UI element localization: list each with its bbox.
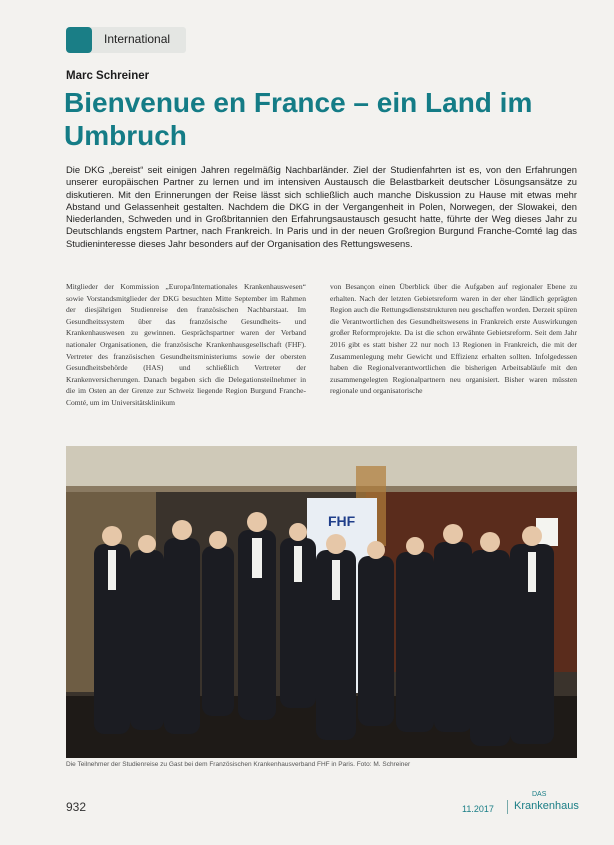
section-label: International (104, 32, 171, 46)
footer-divider (507, 800, 508, 814)
body-text-left: Mitglieder der Kommission „Europa/Internationales Krankenhauswesen“ sowie Vorstandsmitglieder der DKG besuchten Mitte September im Rahmen der diesjährigen Studienreise den französischen Nachbarstaat. Im Gesundheitssystem über das französische Gesundheits- und Krankenhauswesen zu gewinnen. Gesprächspartner waren der Verband nationaler Organisationen, die französische Krankenhausgesellschaft (FHF). Vertreter des französischen Gesundheitsministeriums sowie der obersten Gesundheitsbehörde (HAS) und schließlich Vertreter der Krankenversicherungen. Danach begaben sich die Delegationsteilnehmer in die im Osten an der Grenze zur Schweiz liegende Region Burgund Franche-Comté, um im Universitätsklinikum (66, 282, 306, 407)
issue-number: 11.2017 (462, 804, 494, 814)
logo-main-text: Krankenhaus (514, 800, 579, 812)
body-column-right (330, 281, 577, 433)
body-text-right: von Besançon einen Überblick über die Aufgaben auf regionaler Ebene zu erhalten. Nach der letzten Gebietsreform waren in der eher ländlich geprägten Region auch die Rettungsdienststrukturen neu geschaffen worden. Derzeit spüren die Verantwortlichen des Gesundheitswesens in Frankreich erste Auswirkungen großer Reformprojekte. Da ist die schon erwähnte Gebietsreform. Seit dem Jahr 2016 gibt es statt bisher 22 nur noch 13 Regionen in Frankreich, die mit der Zusammenlegung mehr Gewicht und Effizienz erhalten sollten. Infolgedessen haben die Regionalverantwortlichen die bisherigen Arbeitsabläufe mit den zusammengelegten Regionalpartnern neu organisiert. Bisher waren müssten regionale und organisatorische (330, 282, 577, 396)
article-title: Bienvenue en France – ein Land im Umbruch (64, 87, 533, 151)
banner-text: FHF (328, 513, 356, 529)
article-author: Marc Schreiner (66, 70, 150, 82)
group-photo (66, 446, 577, 758)
body-column-left (66, 281, 306, 433)
section-color-square (66, 27, 92, 53)
group-photo-illustration (66, 446, 577, 758)
logo-small-text: DAS (532, 791, 547, 798)
magazine-logo (514, 791, 584, 817)
page-number: 932 (66, 800, 87, 814)
section-tag (66, 27, 186, 53)
article-lead: Die DKG „bereist“ seit einigen Jahren regelmäßig Nachbarländer. Ziel der Studienfahrten ist es, von den Erfahrungen unserer europäischen Partner zu lernen und im intensiven Austausch die Belastbarkeit deutscher Lösungsansätze zu diskutieren. Mit den Erinnerungen der Reise lässt sich schließlich auch manche Diskussion zu Hause mit etwas mehr Abstand und Gelassenheit gestalten. Nachdem die DKG in der Vergangenheit in Polen, Norwegen, der Slowakei, den Niederlanden, Schweden und in Großbritannien den Erfahrungsaustausch gesucht hatte, führte der Weg dieses Jahr zu Deutschlands engstem Partner, nach Frankreich. In Paris und in der neuen Großregion Burgund Franche-Comté lag das Studieninteresse dieses Jahr besonders auf der Organisation des Rettungswesens. (66, 164, 577, 249)
photo-caption: Die Teilnehmer der Studienreise zu Gast bei dem Französischen Krankenhausverband FHF in Paris. Foto: M. Schreiner (66, 761, 411, 768)
